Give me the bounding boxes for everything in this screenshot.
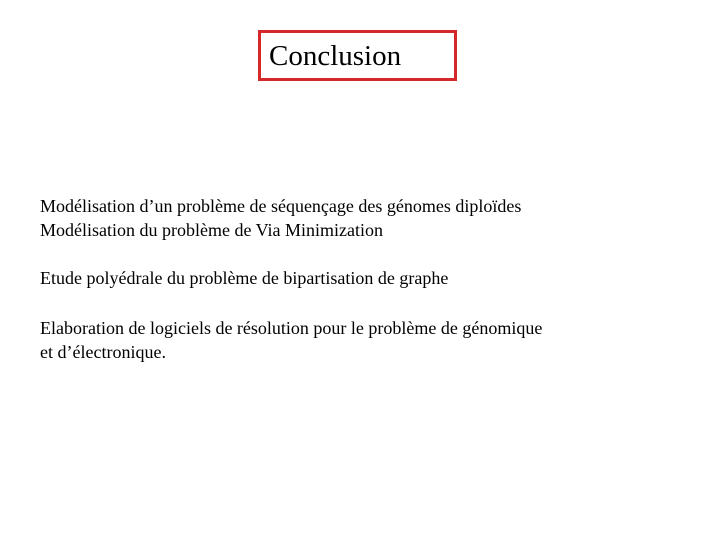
paragraph-modelisation (40, 194, 521, 242)
slide-title: Conclusion (269, 40, 402, 72)
text-line: Etude polyédrale du problème de bipartisation de graphe (40, 268, 449, 288)
text-line: Modélisation d’un problème de séquençage des génomes diploïdes (40, 196, 522, 216)
paragraph-elaboration (40, 316, 542, 364)
text-line: Modélisation du problème de Via Minimization (40, 220, 384, 240)
title-box (258, 30, 457, 81)
text-line: et d’électronique. (40, 342, 166, 362)
paragraph-etude (40, 266, 448, 290)
text-line: Elaboration de logiciels de résolution pour le problème de génomique (40, 318, 543, 338)
